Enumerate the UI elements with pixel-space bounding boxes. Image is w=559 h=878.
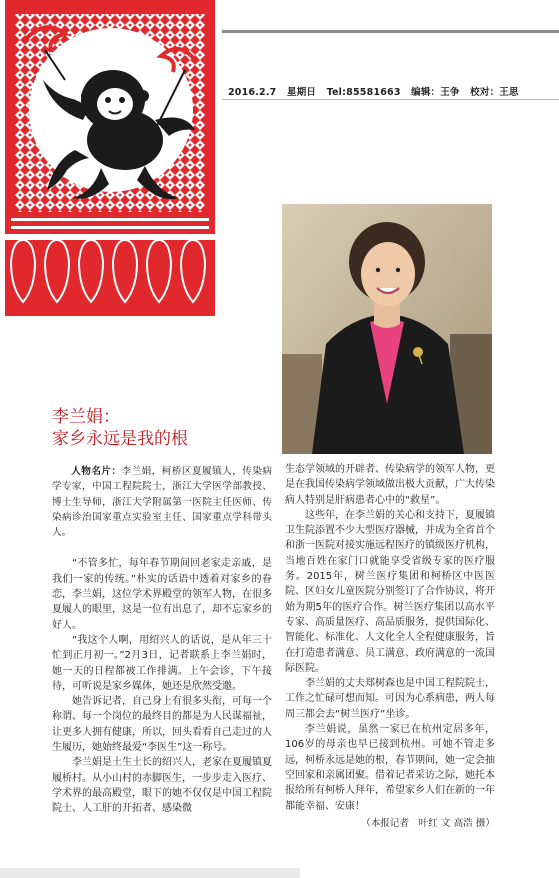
monkey-papercut-icon <box>5 0 215 316</box>
header-weekday: 星期日 <box>287 87 317 98</box>
paragraph: 李兰娟的丈夫郑树森也是中国工程院院士，工作之忙碌可想而知。可因为心系病患，两人每周三都会去“树兰医疗”坐诊。 <box>285 678 495 720</box>
article-column-left <box>52 464 272 817</box>
paragraph: 她告诉记者，自己身上有很多头衔，可每一个称谓、每一个岗位的最终目的都是为人民谋福祉，让更多人拥有健康，所以，回头看看自己走过的人生履历，她始终最爱“李医生”这一称号。 <box>52 696 272 754</box>
paragraph: “我这个人啊，用绍兴人的话说，是从年三十忙到正月初一。”2月3日，记者联系上李兰娟时，她一天的日程都被工作排满。上午会诊，下午接待，可听说是家乡媒体，她还是欣然受邀。 <box>52 634 272 692</box>
bio-card <box>52 464 272 540</box>
header-divider <box>222 99 559 100</box>
header-proofreader: 校对：王思 <box>470 87 519 98</box>
paragraph: 生态学领域的开辟者、传染病学的领军人物，更是在我国传染病学领域做出极大贡献，广大传染病人特别是肝病患者心中的“救星”。 <box>285 464 495 506</box>
paragraph: 李兰娟说，虽然一家已在杭州定居多年，106岁的母亲也早已接到杭州。可她不管走多远，柯桥永远是她的根，春节期间，她一定会抽空回家和亲属团聚。借着记者采访之际，她托本报给所有柯桥人拜年，希望家乡人们在新的一年都能幸福、安康！ <box>285 724 495 812</box>
header-tel: Tel:85581663 <box>326 87 401 98</box>
page-header <box>228 84 526 98</box>
header-date: 2016.2.7 <box>228 87 277 98</box>
article-column-right <box>285 462 495 831</box>
byline: （本报记者 叶红 文 高浩 摄） <box>361 817 495 829</box>
bio-label: 人物名片： <box>71 466 122 477</box>
header-rule <box>222 30 559 33</box>
bottom-bar <box>0 868 300 878</box>
paragraph: “不管多忙，每年春节期间回老家走亲戚，是我们一家的传统。”朴实的话语中透着对家乡的眷恋，李兰娟，这位学术界殿堂的领军人物，在很多夏履人的眼里，这是一位有出息了，却不忘家乡的好人。 <box>52 558 272 631</box>
paragraph: 这些年，在李兰娟的关心和支持下，夏履镇卫生院添置不少大型医疗器械，并成为全省首个和浙一医院对接实施远程医疗的镇级医疗机构，当地百姓在家门口就能享受省级专家的医疗服务。2015年，树兰医疗集团和柯桥区中医医院、区妇女儿童医院分别签订了合作协议，将开始为期5年的医疗合作。树兰医疗集团以高水平专家、高质量医疗、高品质服务，提供国际化、智能化、标准化、人文化全人全程健康服务，旨在打造患者满意、员工满意、政府满意的一流国际医院。 <box>285 509 495 674</box>
article-title <box>52 406 188 450</box>
header-editor: 编辑：王争 <box>411 87 460 98</box>
paragraph: 李兰娟是土生土长的绍兴人，老家在夏履镇夏履桥村。从小山村的赤脚医生，一步步走入医疗、学术界的最高殿堂，眼下的她不仅仅是中国工程院院士、人工肝的开拓者、感染微 <box>52 757 272 815</box>
title-subtitle: 家乡永远是我的根 <box>52 429 188 449</box>
bio-text: 李兰娟，柯桥区夏履镇人，传染病学专家，中国工程院院士，浙江大学医学部教授、博士生导师，浙江大学附属第一医院主任医师、传染病诊治国家重点实验室主任、国家重点学科带头人。 <box>52 466 273 539</box>
title-name: 李兰娟： <box>52 407 120 427</box>
portrait-photo <box>282 204 492 454</box>
